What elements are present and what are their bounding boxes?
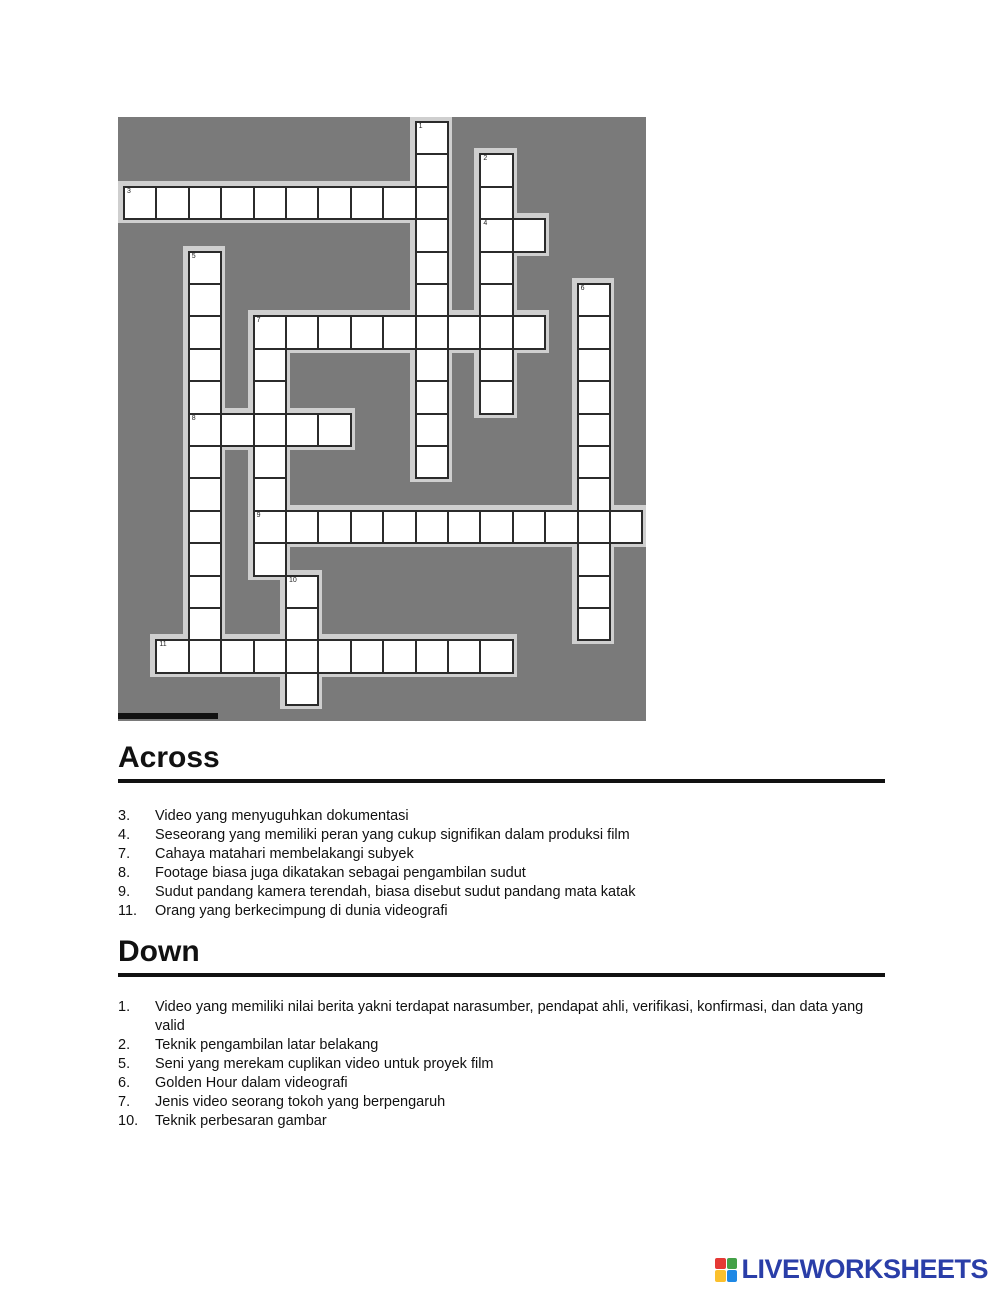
- across-clue: [118, 845, 888, 864]
- crossword-cell[interactable]: [479, 639, 513, 673]
- clue-number: 10.: [118, 1113, 139, 1129]
- crossword-cell[interactable]: [285, 607, 319, 641]
- crossword-cell[interactable]: [544, 510, 578, 544]
- crossword-cell[interactable]: [253, 542, 287, 576]
- crossword-cell[interactable]: [577, 348, 611, 382]
- crossword-cell[interactable]: [382, 186, 416, 220]
- across-title: Across: [118, 741, 220, 774]
- crossword-cell[interactable]: [512, 315, 546, 349]
- down-rule: [118, 973, 885, 977]
- crossword-cell[interactable]: [447, 315, 481, 349]
- grid-credit-bar: [118, 713, 218, 719]
- cell-number: 7: [256, 317, 261, 325]
- crossword-cell[interactable]: [188, 607, 222, 641]
- liveworksheets-icon: [715, 1258, 737, 1282]
- crossword-cell[interactable]: [415, 186, 449, 220]
- crossword-cell[interactable]: [188, 283, 222, 317]
- crossword-cell[interactable]: [415, 413, 449, 447]
- crossword-cell[interactable]: [188, 477, 222, 511]
- crossword-cell[interactable]: [285, 672, 319, 706]
- across-clue: [118, 883, 888, 902]
- crossword-cell[interactable]: [479, 510, 513, 544]
- crossword-cell[interactable]: [609, 510, 643, 544]
- crossword-cell[interactable]: [253, 477, 287, 511]
- crossword-cell[interactable]: [350, 186, 384, 220]
- clue-number: 6.: [118, 1075, 131, 1091]
- clue-text: Teknik perbesaran gambar: [155, 1113, 327, 1129]
- crossword-cell[interactable]: [253, 510, 287, 544]
- crossword-cell[interactable]: [285, 575, 319, 609]
- crossword-cell[interactable]: [512, 218, 546, 252]
- crossword-cell[interactable]: [188, 510, 222, 544]
- cell-number: 3: [127, 187, 131, 195]
- clue-text: Golden Hour dalam videografi: [155, 1075, 348, 1091]
- crossword-cell[interactable]: [415, 251, 449, 285]
- crossword-cell[interactable]: [382, 639, 416, 673]
- clue-number: 2.: [118, 1037, 131, 1053]
- crossword-cell[interactable]: [415, 510, 449, 544]
- across-clue-list: [118, 807, 888, 921]
- crossword-cell[interactable]: [415, 283, 449, 317]
- crossword-cell[interactable]: [479, 380, 513, 414]
- crossword-cell[interactable]: [512, 510, 546, 544]
- clue-number: 11.: [118, 903, 138, 919]
- clue-text: Video yang memiliki nilai berita yakni terdapat narasumber, pendapat ahli, verifikasi, konfirmasi, dan data yang valid: [155, 999, 864, 1034]
- down-clue: [118, 1074, 888, 1093]
- crossword-cell[interactable]: [285, 186, 319, 220]
- crossword-cell[interactable]: [317, 413, 351, 447]
- crossword-cell[interactable]: [253, 348, 287, 382]
- crossword-cell[interactable]: [577, 607, 611, 641]
- clue-text: Footage biasa juga dikatakan sebagai pengambilan sudut: [155, 865, 526, 881]
- crossword-cell[interactable]: [415, 153, 449, 187]
- crossword-cell[interactable]: [155, 639, 189, 673]
- crossword-cell[interactable]: [188, 542, 222, 576]
- clue-text: Seni yang merekam cuplikan video untuk proyek film: [155, 1056, 494, 1072]
- crossword-cell[interactable]: [253, 380, 287, 414]
- crossword-cell[interactable]: [479, 251, 513, 285]
- cell-number: 6: [580, 285, 585, 292]
- clue-number: 9.: [118, 884, 131, 900]
- crossword-cell[interactable]: [415, 315, 449, 349]
- crossword-cell[interactable]: [253, 445, 287, 479]
- across-clue: [118, 826, 888, 845]
- clue-number: 8.: [118, 865, 131, 881]
- cell-number: 10: [289, 576, 297, 584]
- crossword-cell[interactable]: [447, 639, 481, 673]
- down-clue-list: [118, 998, 888, 1131]
- across-clue: [118, 902, 888, 921]
- crossword-grid: [118, 117, 646, 721]
- crossword-cell[interactable]: [188, 380, 222, 414]
- crossword-cell[interactable]: [188, 575, 222, 609]
- crossword-cell[interactable]: [188, 186, 222, 220]
- crossword-cell[interactable]: [253, 315, 287, 349]
- clue-text: Teknik pengambilan latar belakang: [155, 1037, 379, 1053]
- cell-number: 5: [191, 252, 196, 260]
- cell-number: 2: [483, 155, 488, 163]
- crossword-cell[interactable]: [350, 315, 384, 349]
- brand-name: LIVEWORKSHEETS: [741, 1254, 988, 1284]
- crossword-cell[interactable]: [415, 121, 449, 155]
- crossword-cell[interactable]: [350, 639, 384, 673]
- clue-number: 4.: [118, 827, 131, 843]
- across-clue: [118, 864, 888, 883]
- cell-number: 8: [191, 414, 196, 422]
- down-clue: [118, 1036, 888, 1055]
- crossword-cell[interactable]: [253, 186, 287, 220]
- crossword-cell[interactable]: [577, 477, 611, 511]
- down-clue: [118, 998, 888, 1036]
- crossword-cell[interactable]: [317, 315, 351, 349]
- crossword-cell[interactable]: [220, 413, 254, 447]
- crossword-cell[interactable]: [123, 186, 157, 220]
- crossword-cell[interactable]: [188, 445, 222, 479]
- crossword-cell[interactable]: [188, 413, 222, 447]
- crossword-cell[interactable]: [317, 186, 351, 220]
- crossword-cell[interactable]: [220, 186, 254, 220]
- crossword-cell[interactable]: [577, 315, 611, 349]
- crossword-cell[interactable]: [285, 315, 319, 349]
- crossword-cell[interactable]: [447, 510, 481, 544]
- liveworksheets-logo: [715, 1254, 988, 1285]
- crossword-cell[interactable]: [479, 348, 513, 382]
- crossword-cell[interactable]: [317, 639, 351, 673]
- clue-text: Video yang menyuguhkan dokumentasi: [155, 808, 409, 824]
- crossword-cell[interactable]: [220, 639, 254, 673]
- crossword-cell[interactable]: [577, 413, 611, 447]
- down-clue: [118, 1112, 888, 1131]
- clue-number: 5.: [118, 1056, 131, 1072]
- crossword-cell[interactable]: [577, 283, 611, 317]
- crossword-cell[interactable]: [479, 218, 513, 252]
- cell-number: 4: [483, 220, 488, 228]
- crossword-cell[interactable]: [285, 639, 319, 673]
- crossword-cell[interactable]: [415, 445, 449, 479]
- down-title: Down: [118, 935, 200, 968]
- crossword-cell[interactable]: [253, 413, 287, 447]
- crossword-cell[interactable]: [155, 186, 189, 220]
- crossword-cell[interactable]: [415, 639, 449, 673]
- down-clue: [118, 1093, 888, 1112]
- clue-number: 7.: [118, 846, 131, 862]
- clue-text: Cahaya matahari membelakangi subyek: [155, 846, 414, 862]
- crossword-cell[interactable]: [382, 315, 416, 349]
- crossword-cell[interactable]: [415, 380, 449, 414]
- crossword-cell[interactable]: [188, 348, 222, 382]
- crossword-cell[interactable]: [188, 251, 222, 285]
- crossword-cell[interactable]: [479, 283, 513, 317]
- clue-number: 1.: [118, 999, 131, 1015]
- crossword-cell[interactable]: [577, 510, 611, 544]
- cell-number: 1: [418, 123, 423, 130]
- crossword-cell[interactable]: [577, 380, 611, 414]
- crossword-cell[interactable]: [479, 153, 513, 187]
- crossword-cell[interactable]: [415, 348, 449, 382]
- crossword-cell[interactable]: [317, 510, 351, 544]
- clue-number: 3.: [118, 808, 131, 824]
- crossword-cell[interactable]: [577, 445, 611, 479]
- across-clue: [118, 807, 888, 826]
- crossword-cell[interactable]: [188, 315, 222, 349]
- crossword-cell[interactable]: [577, 542, 611, 576]
- clue-text: Sudut pandang kamera terendah, biasa disebut sudut pandang mata katak: [155, 884, 636, 900]
- cell-number: 11: [159, 641, 167, 649]
- crossword-cell[interactable]: [479, 186, 513, 220]
- down-clue: [118, 1055, 888, 1074]
- crossword-cell[interactable]: [479, 315, 513, 349]
- clue-number: 7.: [118, 1094, 131, 1110]
- cell-number: 9: [256, 511, 261, 519]
- clue-text: Orang yang berkecimpung di dunia videografi: [155, 903, 448, 919]
- crossword-cell[interactable]: [382, 510, 416, 544]
- crossword-cell[interactable]: [188, 639, 222, 673]
- across-rule: [118, 779, 885, 783]
- clue-text: Seseorang yang memiliki peran yang cukup signifikan dalam produksi film: [155, 827, 630, 843]
- crossword-cell[interactable]: [253, 639, 287, 673]
- crossword-cell[interactable]: [415, 218, 449, 252]
- crossword-cell[interactable]: [577, 575, 611, 609]
- crossword-cell[interactable]: [285, 413, 319, 447]
- crossword-cell[interactable]: [350, 510, 384, 544]
- clue-text: Jenis video seorang tokoh yang berpengaruh: [155, 1094, 446, 1110]
- crossword-cell[interactable]: [285, 510, 319, 544]
